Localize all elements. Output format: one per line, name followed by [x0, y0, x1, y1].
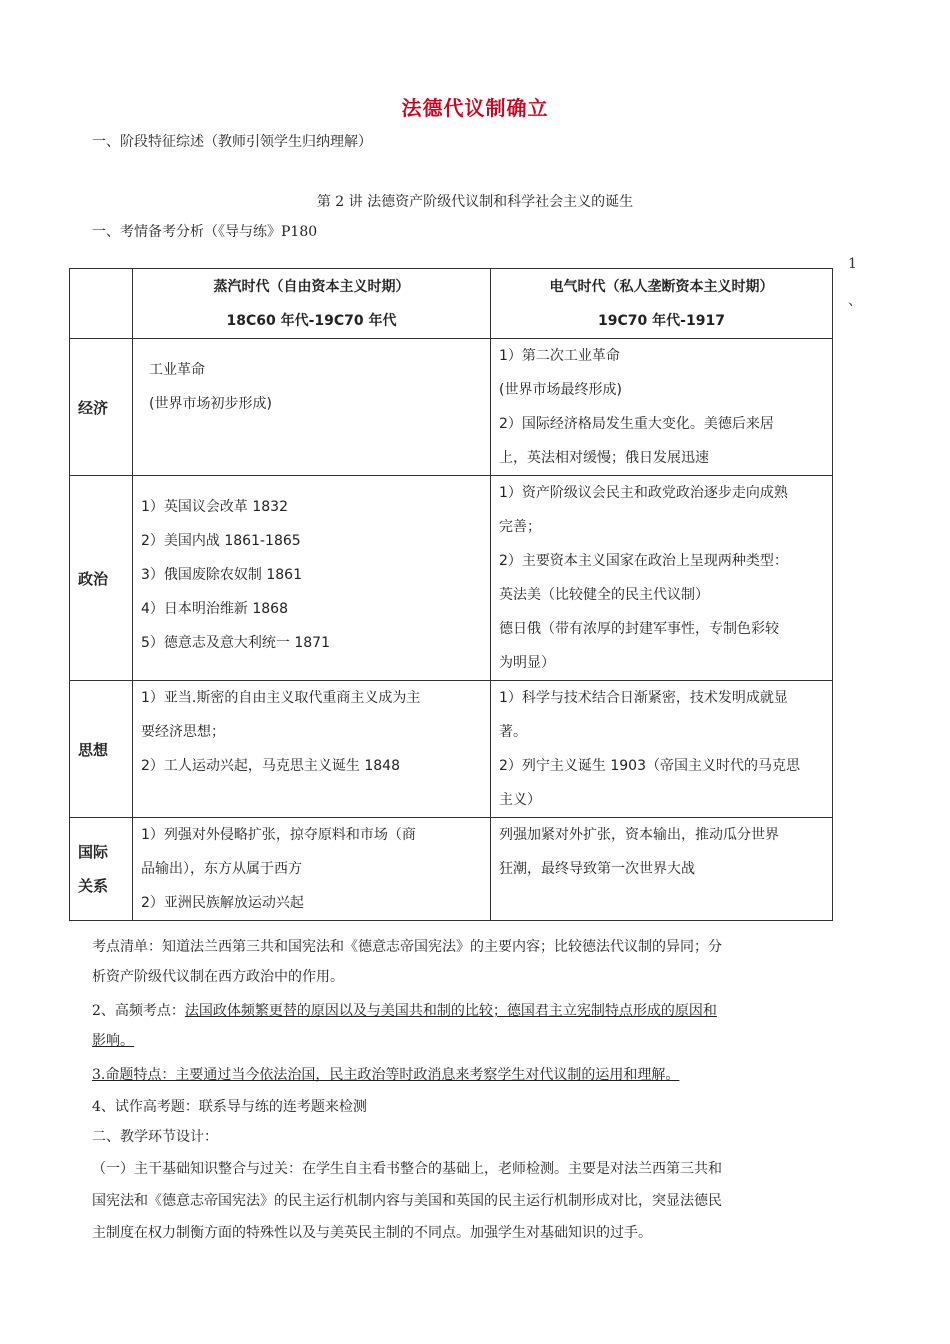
thought-steam-line: 要经济思想；: [141, 724, 225, 740]
analysis-heading: 一、考情备考分析（《导与练》P180: [92, 224, 318, 240]
table-header-row: [70, 269, 833, 339]
point-2-prefix: 2、高频考点：: [92, 1003, 185, 1019]
thought-electric-line: 著。: [499, 724, 527, 740]
economy-steam-line: (世界市场初步形成): [149, 396, 272, 412]
row-label-thought: 思想: [70, 681, 133, 818]
politics-electric-line: 英法美（比较健全的民主代议制）: [499, 587, 709, 603]
thought-electric-line: 2）列宁主义诞生 1903（帝国主义时代的马克思: [499, 758, 800, 774]
economy-electric-cell: [491, 339, 833, 476]
point-1-line2-wrap: [92, 962, 344, 992]
thought-steam-line: 1）亚当.斯密的自由主义取代重商主义成为主: [141, 690, 421, 706]
point-3-line: 3.命题特点：主要通过当今依法治国，民主政治等时政消息来考察学生对代议制的运用和理解。: [92, 1067, 680, 1083]
thought-electric-line: 1）科学与技术结合日渐紧密，技术发明成就显: [499, 690, 788, 706]
page-title: 法德代议制确立: [401, 96, 549, 120]
teaching-para-line2: 国宪法和《德意志帝国宪法》的民主运行机制内容与美国和英国的民主运行机制形成对比，突显法德民: [92, 1193, 722, 1209]
politics-electric-line: 为明显）: [499, 655, 555, 671]
header-electric-line2: 19C70 年代-1917: [598, 313, 725, 329]
economy-electric-line: 2）国际经济格局发生重大变化。美德后来居: [499, 416, 774, 432]
politics-steam-line: 2）美国内战 1861-1865: [141, 533, 301, 549]
thought-steam-line: 2）工人运动兴起，马克思主义诞生 1848: [141, 758, 400, 774]
economy-steam-line: 工业革命: [149, 362, 205, 378]
economy-electric-line: 1）第二次工业革命: [499, 348, 620, 364]
teaching-para-line1: （一）主干基础知识整合与过关：在学生自主看书整合的基础上，老师检测。主要是对法兰西第三共和: [92, 1161, 722, 1177]
relations-steam-line: 2）亚洲民族解放运动兴起: [141, 895, 304, 911]
politics-electric-line: 德日俄（带有浓厚的封建军事性，专制色彩较: [499, 621, 779, 637]
header-steam-line2: 18C60 年代-19C70 年代: [226, 313, 397, 329]
relations-steam-line: 品输出），东方从属于西方: [141, 861, 302, 877]
politics-electric-cell: [491, 476, 833, 681]
teaching-para-line3: 主制度在权力制衡方面的特殊性以及与美英民主制的不同点。加强学生对基础知识的过手。: [92, 1225, 652, 1241]
row-label-relations-line1: 国际: [78, 843, 109, 861]
politics-electric-line: 完善；: [499, 519, 541, 535]
thought-electric-cell: [491, 681, 833, 818]
thought-steam-cell: [133, 681, 491, 818]
section-intro: 一、阶段特征综述（教师引领学生归纳理解）: [92, 134, 372, 150]
row-label-relations: [70, 818, 133, 921]
point-2-line2: 影响。: [92, 1033, 134, 1049]
header-electric-line1: 电气时代（私人垄断资本主义时期）: [549, 279, 774, 295]
header-steam-age: [133, 269, 491, 339]
economy-steam-cell: [133, 339, 491, 476]
corner-cell: [70, 269, 133, 339]
point-1-line2: 析资产阶级代议制在西方政治中的作用。: [92, 969, 344, 985]
margin-mark: 、: [848, 293, 862, 309]
header-steam-line1: 蒸汽时代（自由资本主义时期）: [213, 279, 410, 295]
row-label-relations-line2: 关系: [78, 877, 109, 895]
economy-electric-line: 上，英法相对缓慢；俄日发展迅速: [499, 450, 709, 466]
header-electric-age: [491, 269, 833, 339]
politics-steam-line: 4）日本明治维新 1868: [141, 601, 288, 617]
table-row-politics: [70, 476, 833, 681]
table-row-relations: [70, 818, 833, 921]
politics-steam-line: 5）德意志及意大利统一 1871: [141, 635, 330, 651]
table-row-economy: [70, 339, 833, 476]
row-label-politics: 政治: [70, 476, 133, 681]
section-teaching-heading: 二、教学环节设计：: [92, 1129, 218, 1145]
politics-electric-line: 1）资产阶级议会民主和政党政治逐步走向成熟: [499, 485, 788, 501]
row-label-economy: 经济: [70, 339, 133, 476]
politics-steam-line: 1）英国议会改革 1832: [141, 499, 288, 515]
table-row-thought: [70, 681, 833, 818]
point-4-line: 4、试作高考题：联系导与练的连考题来检测: [92, 1099, 367, 1115]
relations-electric-cell: [491, 818, 833, 921]
relations-steam-cell: [133, 818, 491, 921]
relations-electric-line: 狂潮，最终导致第一次世界大战: [499, 861, 695, 877]
point-2-line1: 法国政体频繁更替的原因以及与美国共和制的比较；德国君主立宪制特点形成的原因和: [184, 1003, 717, 1019]
economy-electric-line: (世界市场最终形成): [499, 382, 622, 398]
point-2-line1-wrap: [92, 996, 717, 1026]
points-section: [92, 932, 722, 962]
thought-electric-line: 主义）: [499, 792, 541, 808]
margin-number: 1: [848, 256, 857, 272]
politics-electric-line: 2）主要资本主义国家在政治上呈现两种类型：: [499, 553, 788, 569]
point-1-line1: 考点清单：知道法兰西第三共和国宪法和《德意志帝国宪法》的主要内容；比较德法代议制的异同；分: [92, 939, 722, 955]
lecture-title: 第 2 讲 法德资产阶级代议制和科学社会主义的诞生: [316, 194, 634, 210]
relations-electric-line: 列强加紧对外扩张，资本输出，推动瓜分世界: [499, 827, 779, 843]
politics-steam-cell: [133, 476, 491, 681]
comparison-table: [69, 268, 833, 921]
politics-steam-line: 3）俄国废除农奴制 1861: [141, 567, 302, 583]
relations-steam-line: 1）列强对外侵略扩张，掠夺原料和市场（商: [141, 827, 416, 843]
